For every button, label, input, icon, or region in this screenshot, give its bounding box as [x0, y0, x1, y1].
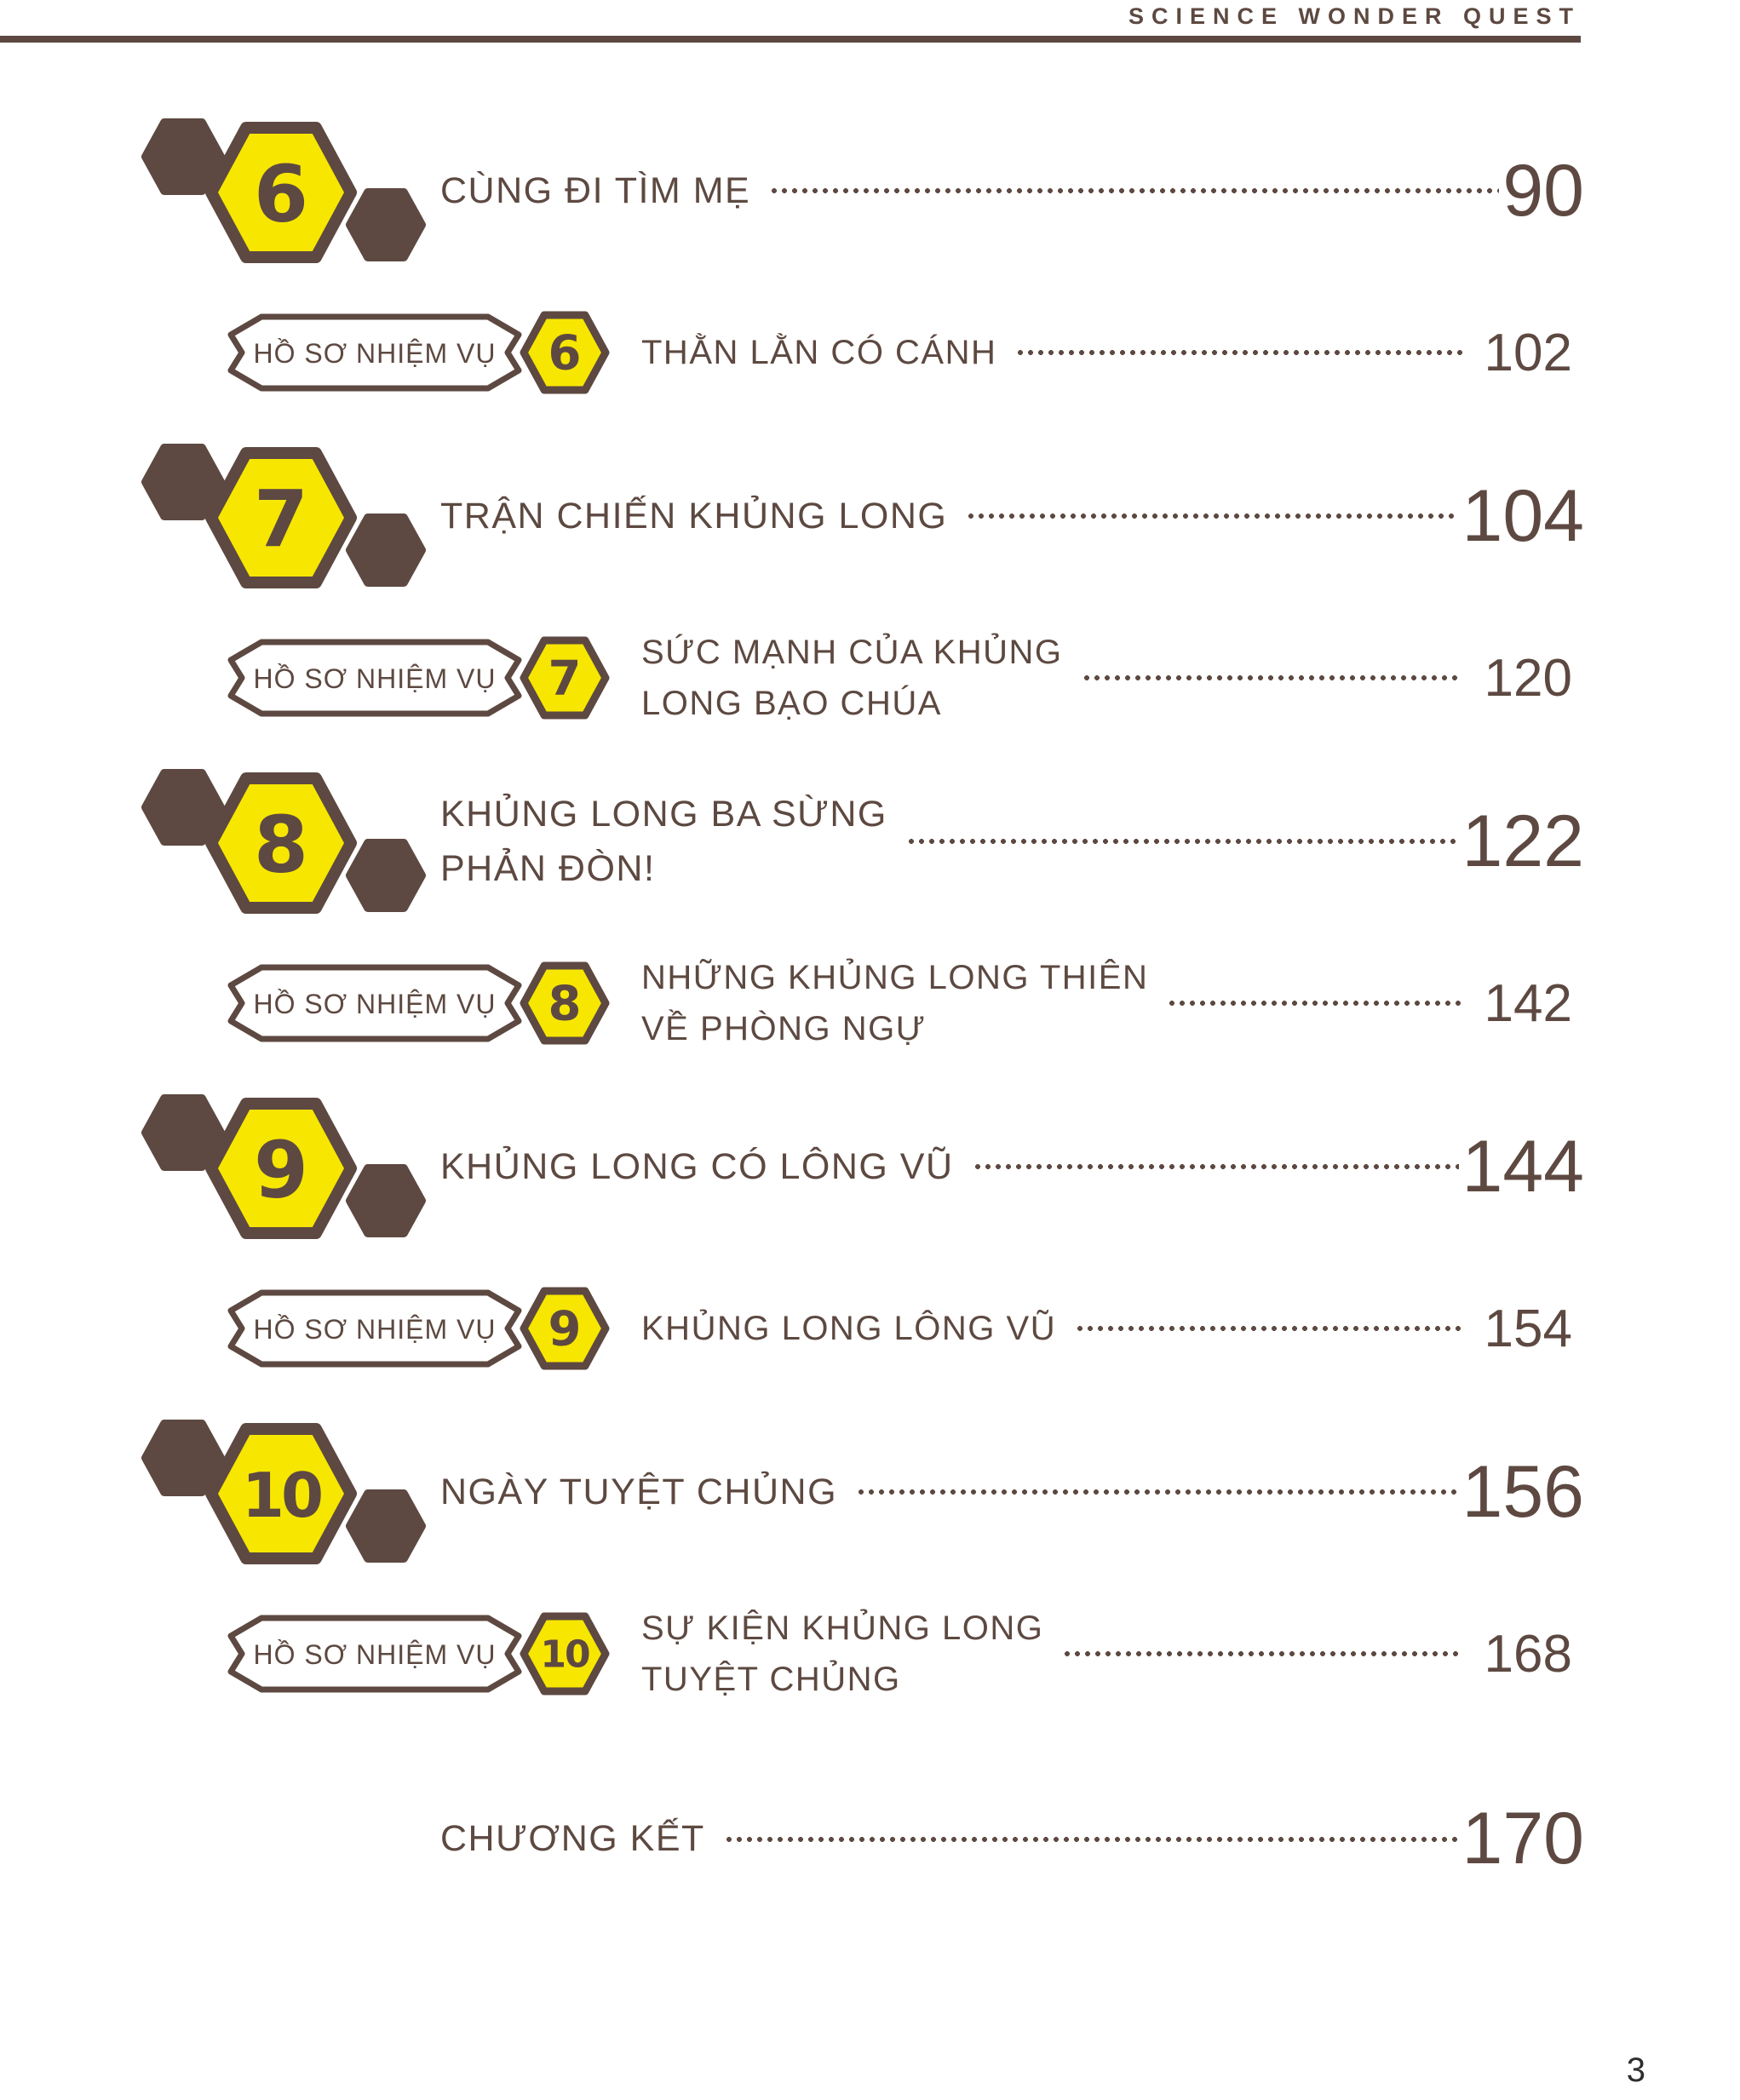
- entry-page-number: 122: [1461, 800, 1584, 882]
- entry-title-line: NHỮNG KHỦNG LONG THIÊN: [641, 959, 1149, 996]
- chapter-hexagon-icon: [141, 443, 427, 589]
- back-hexagon-icon: [350, 1168, 422, 1233]
- mission-badge-label: HỒ SƠ NHIỆM VỤ: [253, 338, 497, 369]
- toc-mission-entry: [141, 952, 1584, 1054]
- entry-title-line: THẰN LẰN CÓ CÁNH: [641, 334, 997, 371]
- chapter-number: 8: [253, 799, 309, 891]
- mission-number: 8: [548, 976, 582, 1032]
- entry-title: [641, 1603, 1043, 1705]
- chapter-number: 7: [253, 473, 309, 565]
- mission-badge-icon: [217, 301, 617, 404]
- mission-badge-icon: [217, 1603, 617, 1705]
- mission-badge-label: HỒ SƠ NHIỆM VỤ: [253, 1314, 497, 1345]
- back-hexagon-icon: [146, 448, 221, 516]
- entry-page-number: 170: [1461, 1798, 1584, 1879]
- dotted-leader: [1167, 1000, 1461, 1007]
- entry-page-number: 154: [1484, 1299, 1572, 1358]
- mission-badge-icon: [217, 952, 617, 1054]
- mission-badge: [217, 952, 617, 1054]
- entry-title-line: NGÀY TUYỆT CHỦNG: [440, 1471, 838, 1512]
- back-hexagon-icon: [146, 1424, 221, 1492]
- entry-title-line: KHỦNG LONG LÔNG VŨ: [641, 1310, 1057, 1347]
- dotted-leader: [856, 1489, 1458, 1495]
- page-number-folio: 3: [1626, 2051, 1645, 2089]
- toc-chapter-entry: [141, 118, 1584, 264]
- back-hexagon-icon: [350, 192, 422, 257]
- chapter-number: 6: [253, 148, 309, 240]
- back-hexagon-icon: [146, 123, 221, 191]
- dotted-leader: [966, 513, 1458, 519]
- chapter-hexagon-icon: [141, 118, 427, 264]
- entry-page-number: 102: [1484, 323, 1572, 382]
- dotted-leader: [1015, 349, 1461, 356]
- toc-chapter-entry: [141, 443, 1584, 589]
- entry-title: [641, 627, 1063, 729]
- entry-page-number: 156: [1461, 1450, 1584, 1533]
- chapter-badge: [141, 1419, 427, 1565]
- chapter-badge: [141, 768, 427, 915]
- entry-title-line: VỀ PHÒNG NGỰ: [641, 1010, 927, 1047]
- toc-closing-entry: [141, 1797, 1584, 1881]
- entry-page-number: 168: [1484, 1624, 1572, 1684]
- mission-badge: [217, 301, 617, 404]
- mission-badge-icon: [217, 1277, 617, 1380]
- entry-title-line: TUYỆT CHỦNG: [641, 1661, 901, 1698]
- entry-title: [440, 1139, 954, 1195]
- toc-chapter-entry: [141, 1419, 1584, 1565]
- entry-title: [641, 327, 996, 378]
- toc-mission-entry: [141, 1277, 1584, 1380]
- chapter-number: 9: [253, 1124, 309, 1216]
- back-hexagon-icon: [350, 518, 422, 582]
- entry-title-line: LONG BẠO CHÚA: [641, 685, 942, 722]
- entry-title: [641, 1303, 1056, 1354]
- entry-title: [440, 489, 947, 544]
- entry-title: [440, 164, 750, 219]
- entry-title: [440, 1465, 837, 1520]
- header-divider: [0, 36, 1581, 43]
- toc-mission-entry: [141, 301, 1584, 404]
- mission-badge-label: HỒ SƠ NHIỆM VỤ: [253, 1639, 497, 1670]
- dotted-leader: [769, 187, 1499, 194]
- mission-badge: [217, 627, 617, 729]
- chapter-hexagon-icon: [141, 1093, 427, 1240]
- entry-page-number: 142: [1484, 973, 1572, 1033]
- dotted-leader: [906, 838, 1459, 845]
- page-header: [0, 0, 1740, 43]
- back-hexagon-icon: [350, 1494, 422, 1558]
- entry-title-line: KHỦNG LONG BA SỪNG: [440, 793, 887, 835]
- toc-mission-entry: [141, 627, 1584, 729]
- dotted-leader: [724, 1836, 1459, 1843]
- chapter-hexagon-icon: [141, 1419, 427, 1565]
- back-hexagon-icon: [350, 843, 422, 908]
- toc-list: [0, 118, 1740, 1881]
- entry-title: [440, 787, 887, 897]
- dotted-leader: [1082, 674, 1462, 681]
- mission-badge-label: HỒ SƠ NHIỆM VỤ: [253, 989, 497, 1019]
- entry-title-line: CÙNG ĐI TÌM MẸ: [440, 169, 751, 211]
- series-title: SCIENCE WONDER QUEST: [1128, 3, 1581, 29]
- entry-title-line: SỨC MẠNH CỦA KHỦNG: [641, 634, 1063, 671]
- mission-badge: [217, 1277, 617, 1380]
- toc-mission-entry: [141, 1603, 1584, 1705]
- entry-page-number: 104: [1461, 474, 1584, 557]
- toc-chapter-entry: [141, 768, 1584, 915]
- chapter-badge: [141, 118, 427, 264]
- entry-title-line: TRẬN CHIẾN KHỦNG LONG: [440, 495, 948, 536]
- mission-number: 9: [548, 1301, 582, 1357]
- entry-page-number: 90: [1502, 149, 1584, 232]
- back-hexagon-icon: [146, 773, 221, 841]
- chapter-badge: [141, 1093, 427, 1240]
- entry-page-number: 144: [1461, 1125, 1584, 1208]
- back-hexagon-icon: [146, 1099, 221, 1167]
- entry-page-number: 120: [1484, 648, 1572, 708]
- chapter-number: 10: [241, 1460, 321, 1531]
- entry-title-line: KHỦNG LONG CÓ LÔNG VŨ: [440, 1145, 954, 1187]
- dotted-leader: [1062, 1650, 1461, 1657]
- mission-badge-label: HỒ SƠ NHIỆM VỤ: [253, 663, 497, 694]
- toc-chapter-entry: [141, 1093, 1584, 1240]
- mission-number: 10: [540, 1632, 589, 1677]
- dotted-leader: [973, 1163, 1459, 1170]
- entry-title: [641, 952, 1148, 1054]
- chapter-badge: [141, 443, 427, 589]
- mission-badge-icon: [217, 627, 617, 729]
- entry-title-line: PHẢN ĐÒN!: [440, 848, 656, 889]
- entry-title: [440, 1811, 705, 1867]
- dotted-leader: [1075, 1325, 1461, 1332]
- entry-title-line: CHƯƠNG KẾT: [440, 1818, 705, 1860]
- mission-number: 7: [548, 651, 582, 707]
- entry-title-line: SỰ KIỆN KHỦNG LONG: [641, 1609, 1044, 1647]
- mission-number: 6: [548, 325, 582, 382]
- mission-badge: [217, 1603, 617, 1705]
- chapter-hexagon-icon: [141, 768, 427, 915]
